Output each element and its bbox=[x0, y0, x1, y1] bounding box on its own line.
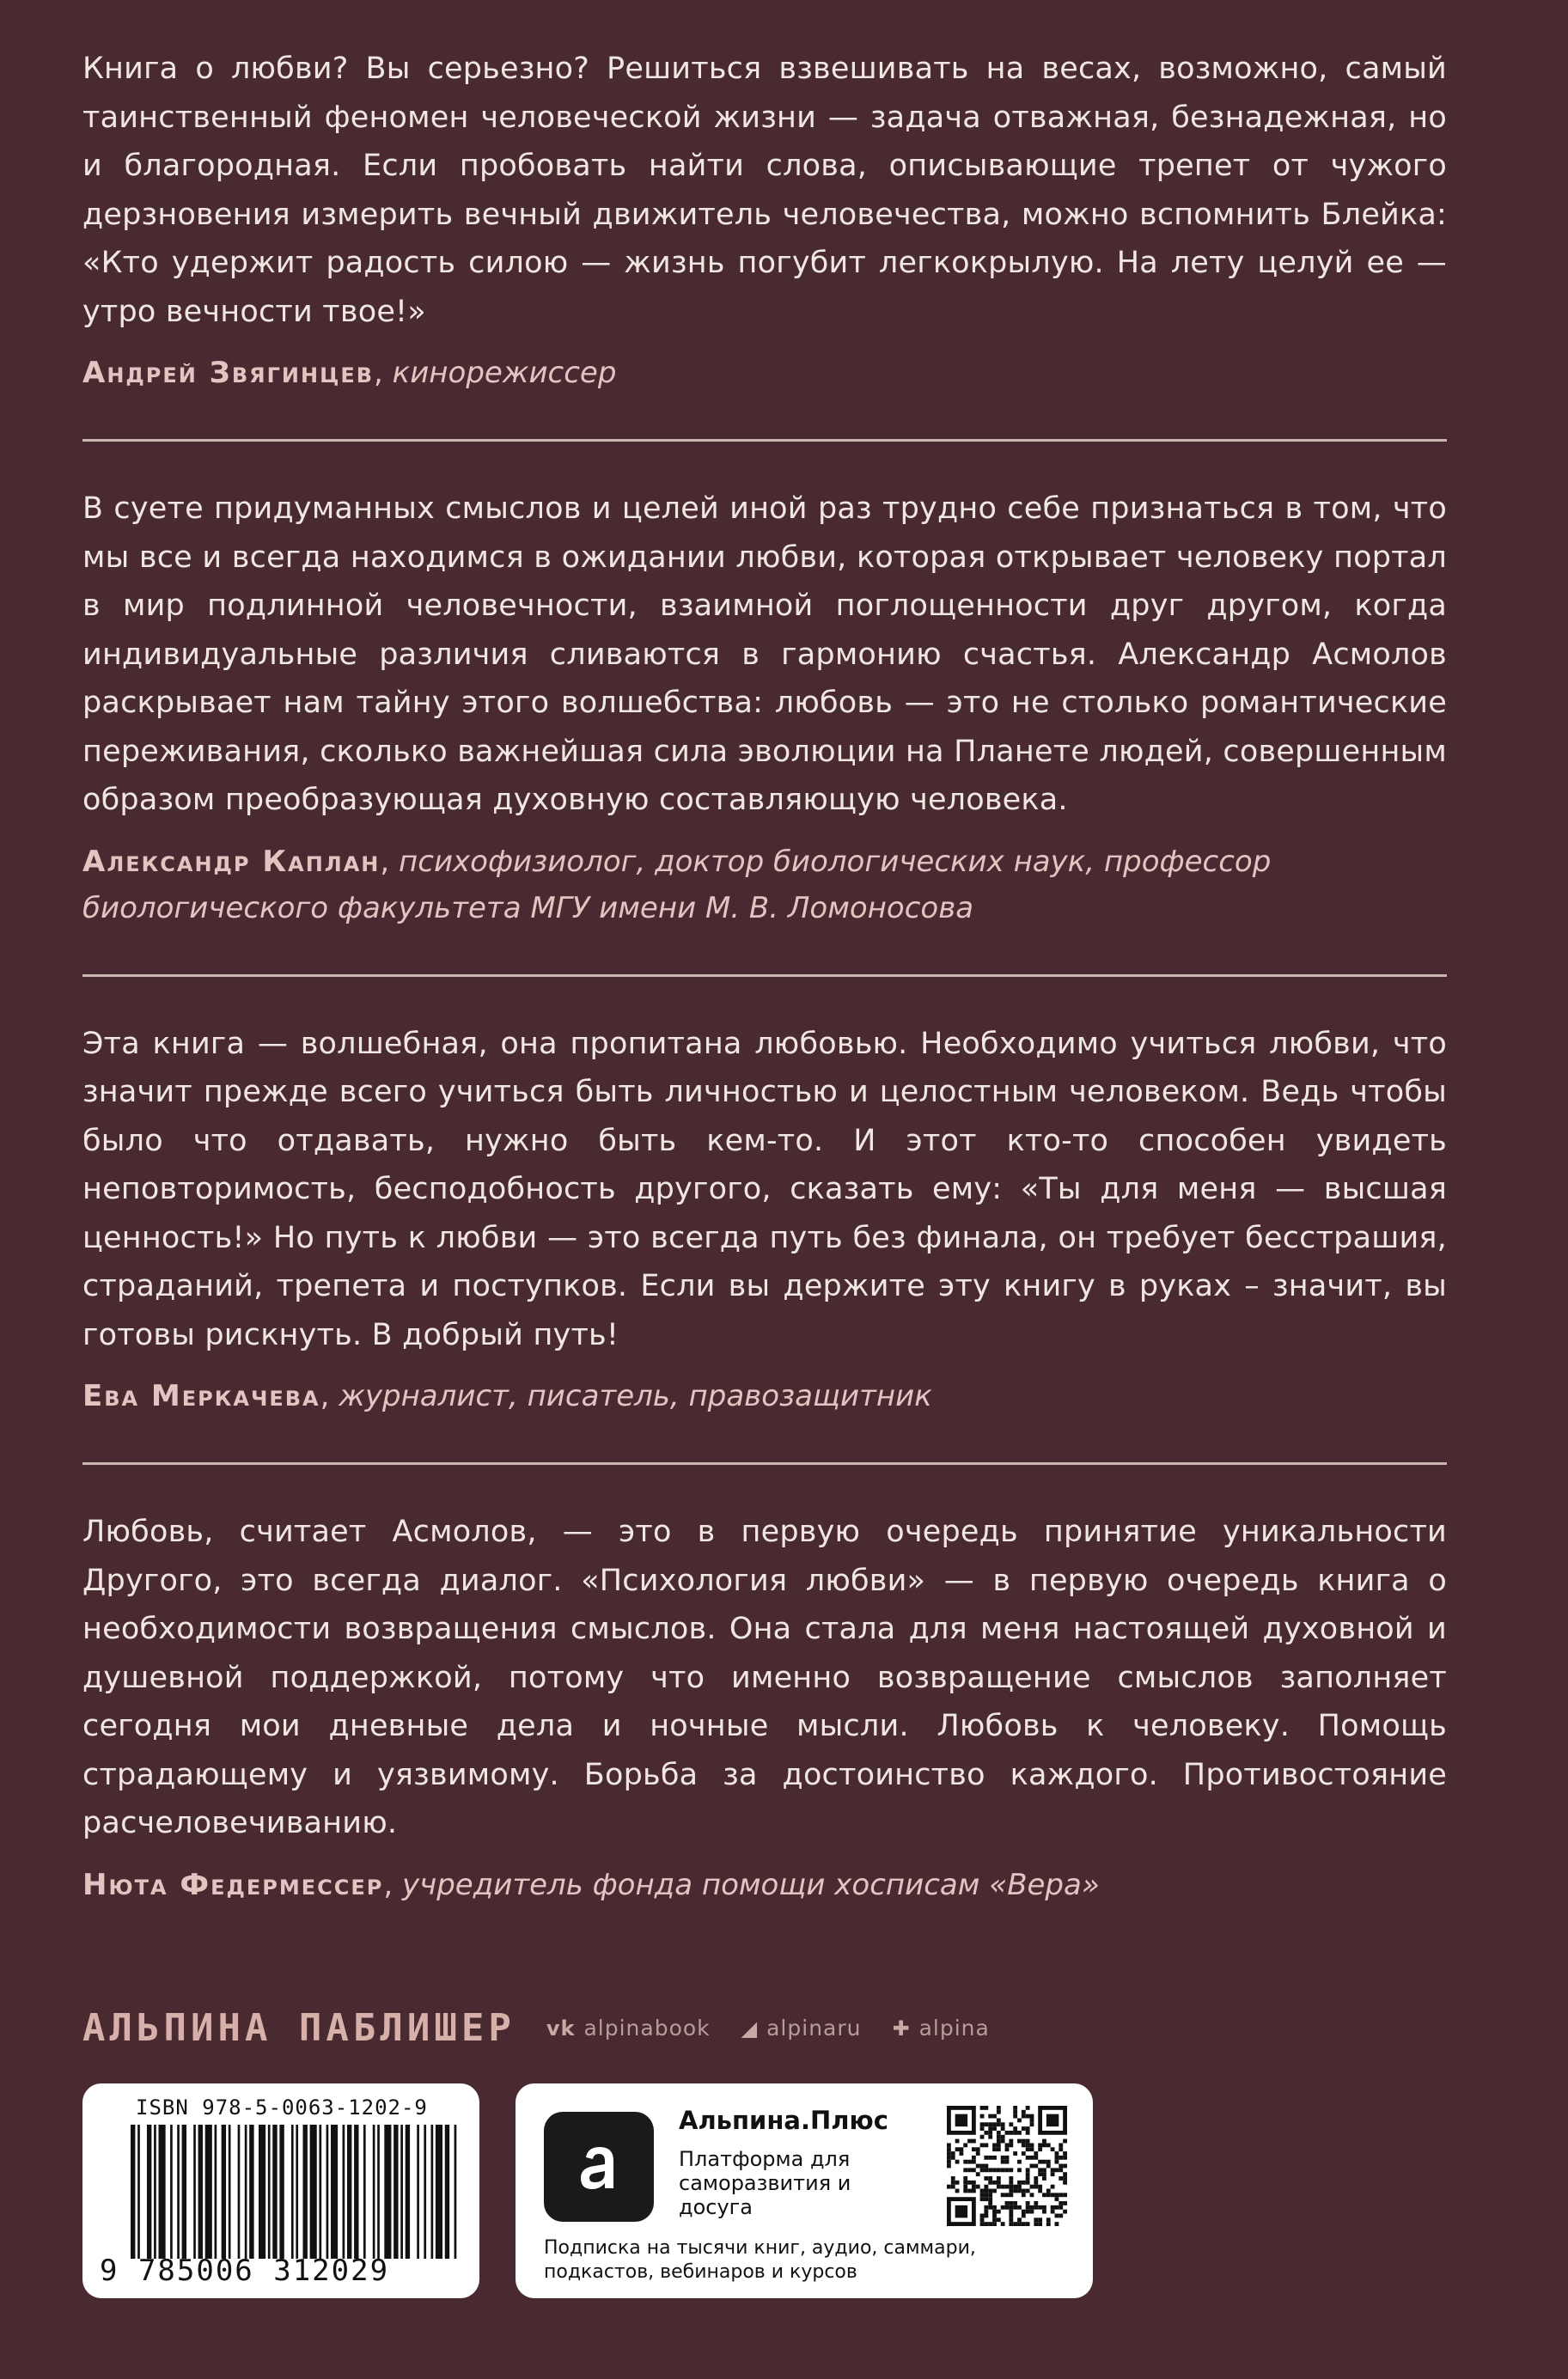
quote-author: Ева Меркачева bbox=[82, 1379, 320, 1413]
quote-signature: Ева Меркачева, журналист, писатель, правозащитник bbox=[82, 1379, 932, 1413]
quote-author: Андрей Звягинцев bbox=[82, 356, 375, 390]
dzen-icon: ✚ bbox=[892, 2016, 911, 2040]
quote-role: кинорежиссер bbox=[392, 356, 617, 390]
social-dzen[interactable] bbox=[892, 2016, 989, 2040]
alpina-app-icon bbox=[544, 2112, 654, 2222]
quote-block-1 bbox=[82, 45, 1447, 396]
isbn-label: ISBN 978-5-0063-1202-9 bbox=[136, 2095, 428, 2120]
quote-block-4 bbox=[82, 1508, 1447, 1908]
back-cover-content bbox=[82, 45, 1447, 1908]
quote-block-2 bbox=[82, 485, 1447, 931]
app-letter-a-icon bbox=[560, 2128, 638, 2205]
barcode bbox=[131, 2125, 459, 2259]
quote-signature: Андрей Звягинцев, кинорежиссер bbox=[82, 356, 617, 390]
divider bbox=[82, 1462, 1447, 1465]
qr-code[interactable] bbox=[947, 2106, 1067, 2226]
social-handle: alpinaru bbox=[766, 2016, 862, 2040]
alpina-plus-promo[interactable] bbox=[516, 2083, 1093, 2298]
quote-text: Любовь, считает Асмолов, — это в первую очередь принятие уникальности Другого, это всегда диалог. «Психология любви» — в первую очередь книга о необходимости возвращения смыслов. Она стала для меня настоящей духовной и душевной поддержкой, потому что именно возвращение смыслов заполняет сегодня мои дневные дела и ночные мысли. Любовь к человеку. Помощь страдающему и уязвимому. Борьба за достоинство каждого. Противостояние расчеловечиванию. bbox=[82, 1515, 1447, 1840]
telegram-icon: ◢ bbox=[741, 2016, 759, 2040]
social-handle: alpina bbox=[918, 2016, 990, 2040]
social-telegram[interactable] bbox=[741, 2016, 862, 2040]
quote-role: психофизиолог, доктор биологических наук, профессор биологического факультета МГУ имени М. В. Ломоносова bbox=[82, 844, 1272, 925]
isbn-barcode-panel bbox=[82, 2083, 479, 2298]
promo-description: Платформа для саморазвития и досуга bbox=[679, 2147, 851, 2219]
divider bbox=[82, 974, 1447, 977]
quote-signature: Александр Каплан, психофизиолог, доктор биологических наук, профессор биологического факультета МГУ имени М. В. Ломоносова bbox=[82, 844, 1272, 925]
promo-title: Альпина.Плюс bbox=[679, 2106, 888, 2135]
publisher-logo: АЛЬПИНА ПАБЛИШЕР bbox=[82, 2006, 516, 2050]
barcode-digits: 9 785006 312029 bbox=[100, 2254, 390, 2288]
quote-text: Книга о любви? Вы серьезно? Решиться взвешивать на весах, возможно, самый таинственный феномен человеческой жизни — задача отважная, безнадежная, но и благородная. Если пробовать найти слова, описывающие трепет от чужого дерзновения измерить вечный движитель человечества, можно вспомнить Блейка: «Кто удержит радость силою — жизнь погубит легкокрылую. На лету целуй ее — утро вечности твое!» bbox=[82, 52, 1447, 329]
quote-text: Эта книга — волшебная, она пропитана любовью. Необходимо учиться любви, что значит прежде всего учиться быть личностью и целостным человеком. Ведь чтобы было что отдавать, нужно быть кем-то. И этот кто-то способен увидеть неповторимость, бесподобность другого, сказать ему: «Ты для меня — высшая ценность!» Но путь к любви — это всегда путь без финала, он требует бесстрашия, страданий, трепета и поступков. Если вы держите эту книгу в руках – значит, вы готовы рискнуть. В добрый путь! bbox=[82, 1026, 1447, 1352]
promo-subtitle: Подписка на тысячи книг, аудио, саммари, подкастов, вебинаров и курсов bbox=[544, 2237, 976, 2283]
quote-author: Александр Каплан bbox=[82, 844, 381, 879]
quote-role: учредитель фонда помощи хосписам «Вера» bbox=[402, 1867, 1100, 1902]
social-vk[interactable] bbox=[546, 2016, 711, 2040]
quote-block-3 bbox=[82, 1020, 1447, 1420]
quote-text: В суете придуманных смыслов и целей иной раз трудно себе признаться в том, что мы все и всегда находимся в ожидании любви, которая открывает человеку портал в мир подлинной человечности, взаимной поглощенности друг другом, когда индивидуальные различия сливаются в гармонию счастья. Александр Асмолов раскрывает нам тайну этого волшебства: любовь — это не столько романтические переживания, сколько важнейшая сила эволюции на Планете людей, совершенным образом преобразующая духовную составляющую человека. bbox=[82, 491, 1447, 817]
vk-icon: vk bbox=[546, 2016, 576, 2040]
quote-role: журналист, писатель, правозащитник bbox=[339, 1379, 932, 1413]
footer-brand bbox=[82, 2006, 990, 2050]
quote-signature: Нюта Федермессер, учредитель фонда помощи хосписам «Вера» bbox=[82, 1867, 1100, 1902]
social-handle: alpinabook bbox=[583, 2016, 711, 2040]
quote-author: Нюта Федермессер bbox=[82, 1867, 384, 1902]
divider bbox=[82, 439, 1447, 442]
